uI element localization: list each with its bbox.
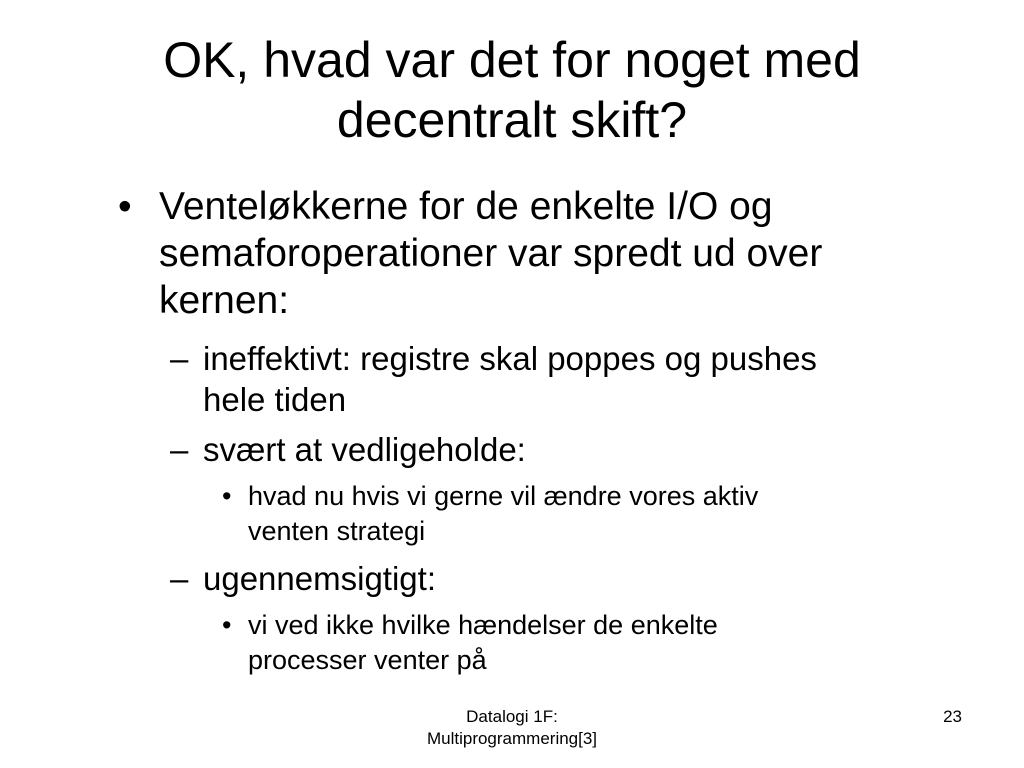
- sub-sub-bullet-item: [118, 479, 958, 549]
- bullet-text-line: kernen:: [159, 279, 290, 322]
- sub-sub-bullet-text-line: hvad nu hvis vi gerne vil ændre vores aktiv: [248, 481, 759, 511]
- sub-bullet-item: [118, 558, 958, 599]
- slide-title: [40, 30, 984, 150]
- bullet-marker: •: [222, 481, 232, 511]
- dash-marker: –: [170, 560, 189, 597]
- footer-course: Datalogi 1F:: [466, 707, 558, 726]
- bullet-marker: •: [222, 610, 232, 640]
- slide-title-line-2: decentralt skift?: [336, 92, 688, 148]
- sub-bullet-item: [118, 429, 958, 470]
- bullet-text-line: Venteløkkerne for de enkelte I/O og: [159, 185, 773, 228]
- sub-bullet-item: [118, 338, 958, 420]
- sub-sub-bullet-text-line: vi ved ikke hvilke hændelser de enkelte: [248, 610, 718, 640]
- sub-bullet-text-line: ineffektivt: registre skal poppes og pushes: [203, 340, 817, 377]
- bullet-text-line: semaforoperationer var spredt ud over: [159, 232, 823, 275]
- sub-sub-bullet-text-line: venten strategi: [248, 516, 426, 546]
- sub-sub-bullet-text-line: processer venter på: [248, 645, 487, 675]
- bullet-item: [118, 183, 958, 324]
- slide-body: [118, 183, 958, 687]
- bullet-marker: •: [118, 185, 132, 228]
- page-number: 23: [943, 707, 962, 726]
- footer-topic: Multiprogrammering[3]: [426, 729, 598, 748]
- sub-sub-bullet-item: [118, 608, 958, 678]
- slide-title-line-1: OK, hvad var det for noget med: [163, 32, 861, 88]
- sub-bullet-text-line: hele tiden: [203, 381, 347, 418]
- sub-bullet-text-line: svært at vedligeholde:: [203, 431, 526, 468]
- sub-bullet-text-line: ugennemsigtigt:: [203, 560, 436, 597]
- dash-marker: –: [170, 431, 189, 468]
- slide-footer: [362, 706, 662, 750]
- dash-marker: –: [170, 340, 189, 377]
